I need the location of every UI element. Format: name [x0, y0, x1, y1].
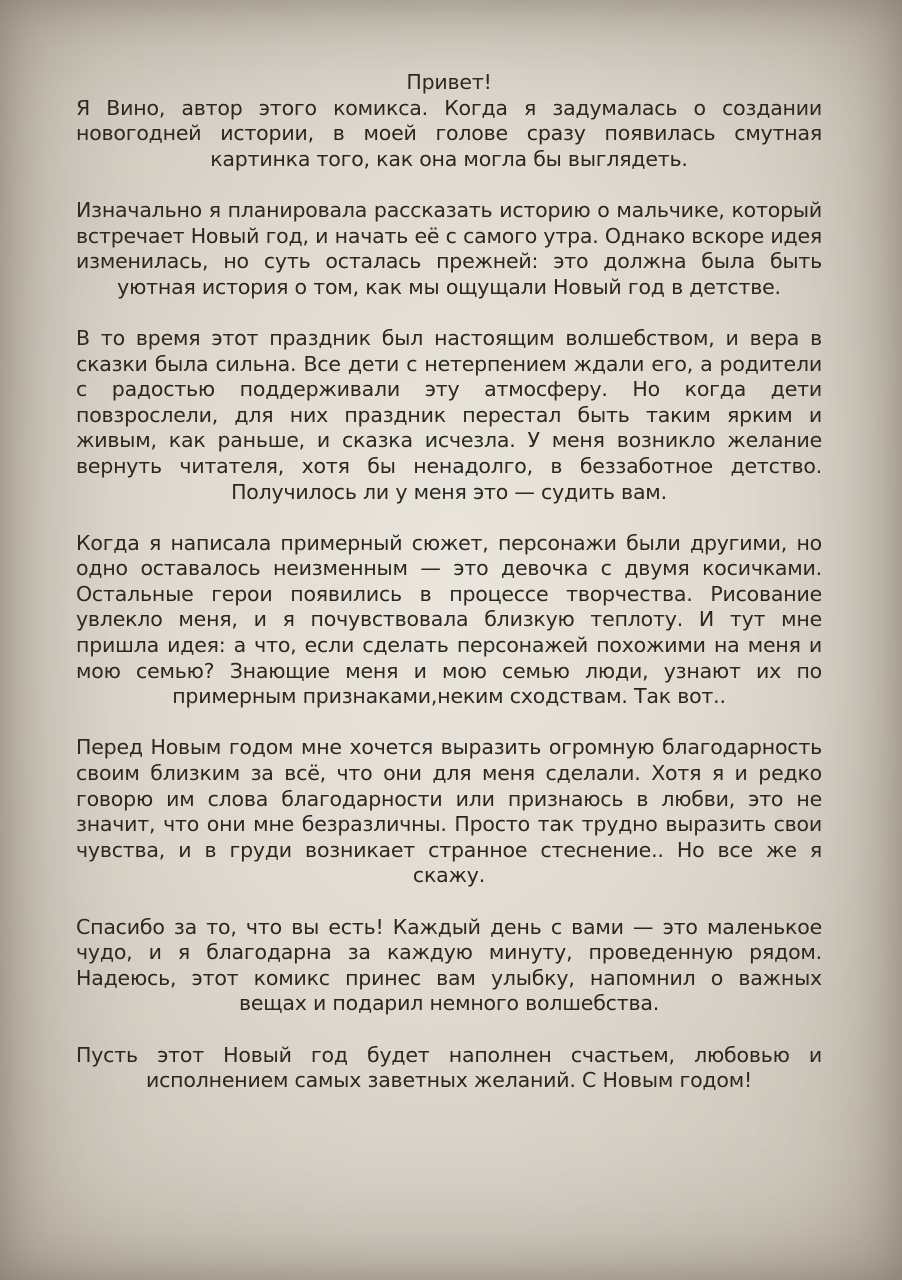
paragraph-thanks: Спасибо за то, что вы есть! Каждый день с вами — это маленькое чудо, и я благодарна за каждую минуту, проведенную рядом. Надеюсь, этот комикс принес вам улыбку, напомнил о важных вещах и подарил немного волшебства. — [76, 914, 822, 1016]
letter-text — [76, 70, 822, 1119]
letter-greeting: Привет! — [406, 70, 492, 94]
paragraph-new-year-wish: Пусть этот Новый год будет наполнен счастьем, любовью и исполнением самых заветных желаний. С Новым годом! — [76, 1042, 822, 1093]
paragraph-childhood: В то время этот праздник был настоящим волшебством, и вера в сказки была сильна. Все дети с нетерпением ждали его, а родители с радостью поддерживали эту атмосферу. Но когда дети повзрослели, для них праздник перестал быть таким ярким и живым, как раньше, и сказка исчезла. У меня возникло желание вернуть читателя, хотя бы ненадолго, в беззаботное детство. Получилось ли у меня это — судить вам. — [76, 325, 822, 504]
paragraph-intro: Я Вино, автор этого комикса. Когда я задумалась о создании новогодней истории, в моей голове сразу появилась смутная картинка того, как она могла бы выглядеть. — [76, 95, 822, 171]
paragraph-gratitude: Перед Новым годом мне хочется выразить огромную благодарность своим близким за всё, что они для меня сделали. Хотя я и редко говорю им слова благодарности или признаюсь в любви, это не значит, что они мне безразличны. Просто так трудно выразить свои чувства, и в груди возникает странное стеснение.. Но все же я скажу. — [76, 735, 822, 888]
paragraph-characters: Когда я написала примерный сюжет, персонажи были другими, но одно оставалось неизменным — это девочка с двумя косичками. Остальные герои появились в процессе творчества. Рисование увлекло меня, и я почувствовала близкую теплоту. И тут мне пришла идея: а что, если сделать персонажей похожими на меня и мою семью? Знающие меня и мою семью люди, узнают их по примерным признаками,неким сходствам. Так вот.. — [76, 530, 822, 709]
paragraph-idea: Изначально я планировала рассказать историю о мальчике, который встречает Новый год, и начать её с самого утра. Однако вскоре идея изменилась, но суть осталась прежней: это должна была быть уютная история о том, как мы ощущали Новый год в детстве. — [76, 197, 822, 299]
